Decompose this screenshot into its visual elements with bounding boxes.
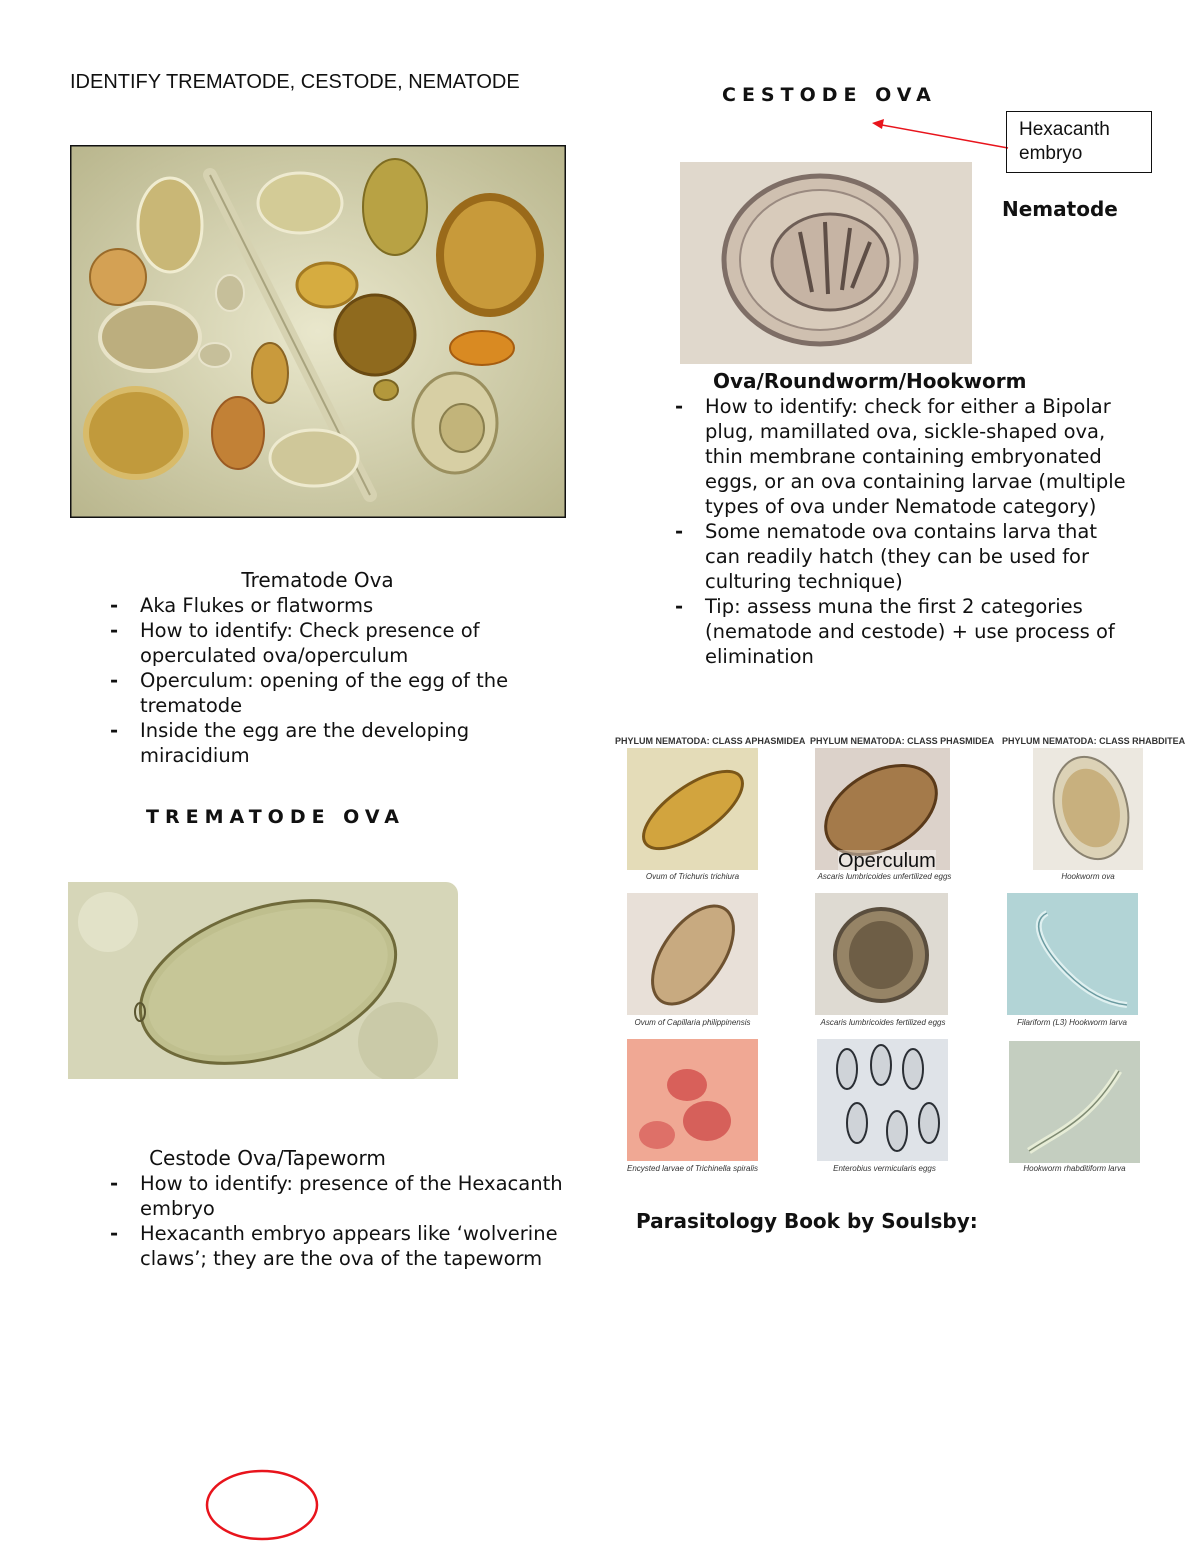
cestode-ovum-photo	[680, 162, 972, 364]
grid-header: PHYLUM NEMATODA: CLASS PHASMIDEA	[810, 736, 995, 746]
book-reference: Parasitology Book by Soulsby:	[636, 1209, 978, 1233]
list-item: - How to identify: check for either a Bipolar plug, mamillated ova, sickle-shaped ova, thin membrane containing embryonated eggs, or an ova containing larvae (multiple types of ova under Nematode category)	[635, 394, 1135, 519]
operculum-label: Operculum	[838, 850, 936, 872]
list-item: - Operculum: opening of the egg of the trematode	[70, 668, 570, 718]
red-oval-mark	[204, 1468, 320, 1542]
list-item: - Tip: assess muna the first 2 categories (nematode and cestode) + use process of elimination	[635, 594, 1135, 669]
ascaris-fertilized-photo	[815, 893, 948, 1015]
trematode-bullets	[70, 593, 570, 768]
hookworm-ova-photo	[1033, 748, 1143, 870]
rhabditiform-larva-photo	[1009, 1041, 1140, 1163]
grid-caption: Hookworm rhabditiform larva	[1023, 1164, 1126, 1173]
cestode-bullets	[70, 1171, 570, 1271]
enterobius-photo	[817, 1039, 948, 1161]
trematode-ovum-photo	[68, 882, 458, 1079]
roundworm-heading: Ova/Roundworm/Hookworm	[713, 369, 1027, 393]
list-item: - How to identify: Check presence of operculated ova/operculum	[70, 618, 570, 668]
grid-header: PHYLUM NEMATODA: CLASS RHABDITEA	[1002, 736, 1186, 746]
nematode-label: Nematode	[1002, 197, 1118, 221]
grid-caption: Filariform (L3) Hookworm larva	[1017, 1018, 1127, 1027]
grid-caption: Encysted larvae of Trichinella spiralis	[626, 1164, 758, 1173]
grid-caption: Ovum of Trichuris trichiura	[645, 872, 740, 881]
parasite-eggs-photo	[70, 145, 566, 518]
trematode-ova-title: TREMATODE OVA	[146, 806, 405, 828]
hexacanth-callout: Hexacanth embryo	[1006, 111, 1152, 173]
trematode-heading: Trematode Ova	[241, 568, 394, 592]
cestode-ova-title: CESTODE OVA	[722, 84, 937, 106]
grid-caption: Hookworm ova	[1061, 872, 1115, 881]
grid-caption: Ascaris lumbricoides fertilized eggs	[820, 1018, 946, 1027]
filariform-larva-photo	[1007, 893, 1138, 1015]
grid-caption: Enterobius vermicularis eggs	[833, 1164, 936, 1173]
list-item: - Hexacanth embryo appears like ‘wolverine claws’; they are the ova of the tapeworm	[70, 1221, 570, 1271]
grid-header: PHYLUM NEMATODA: CLASS APHASMIDEA	[615, 736, 806, 746]
list-item: - Some nematode ova contains larva that can readily hatch (they can be used for culturing technique)	[635, 519, 1135, 594]
list-item: - Inside the egg are the developing miracidium	[70, 718, 570, 768]
page-title: IDENTIFY TREMATODE, CESTODE, NEMATODE	[70, 71, 520, 93]
grid-caption: Ascaris lumbricoides unfertilized eggs	[817, 872, 952, 881]
trichuris-photo	[627, 748, 758, 870]
roundworm-bullets	[635, 394, 1135, 669]
arrow-icon	[868, 115, 1013, 155]
capillaria-photo	[627, 893, 758, 1015]
cestode-heading: Cestode Ova/Tapeworm	[149, 1146, 386, 1170]
trichinella-photo	[627, 1039, 758, 1161]
list-item: - Aka Flukes or flatworms	[70, 593, 570, 618]
list-item: - How to identify: presence of the Hexacanth embryo	[70, 1171, 570, 1221]
grid-caption: Ovum of Capillaria philippinensis	[634, 1018, 751, 1027]
